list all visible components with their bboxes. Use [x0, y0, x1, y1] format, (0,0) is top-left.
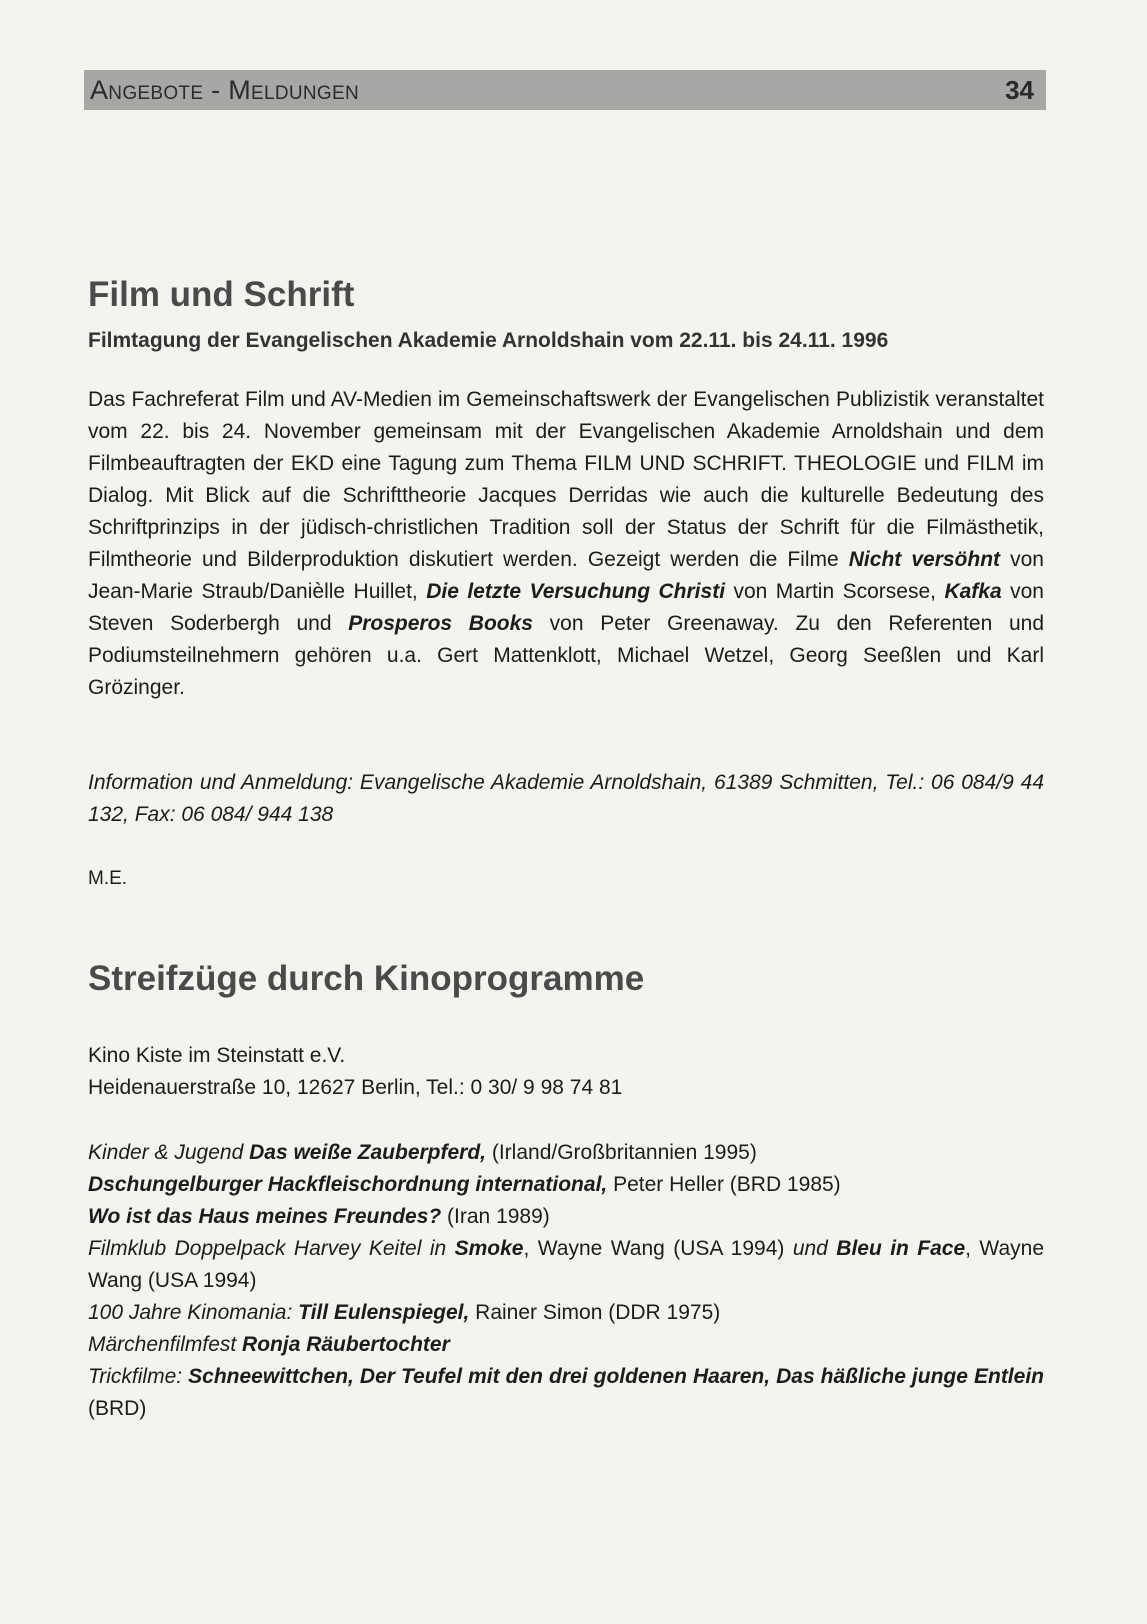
list-item: Märchenfilmfest Ronja Räubertochter [88, 1333, 450, 1356]
film-title: Kafka [944, 580, 1002, 603]
film-title: Nicht versöhnt [848, 548, 1001, 571]
article-paragraph [88, 384, 1044, 704]
text-span: von Jean-Marie Straub/Danièlle Huillet, [88, 548, 1044, 603]
article-streifzuege [88, 960, 1044, 999]
section-title: Angebote - Meldungen [90, 74, 359, 105]
list-item: Kinder & Jugend Das weiße Zauberpferd, (Irland/Großbritannien 1995) [88, 1141, 757, 1164]
venue-address: Heidenauerstraße 10, 12627 Berlin, Tel.: 0 30/ 9 98 74 81 [88, 1076, 623, 1099]
list-item: 100 Jahre Kinomania: Till Eulenspiegel, Rainer Simon (DDR 1975) [88, 1301, 721, 1324]
list-item: Trickfilme: Schneewittchen, Der Teufel mit den drei goldenen Haaren, Das häßliche junge Entlein (BRD) [88, 1365, 1044, 1420]
info-paragraph: Information und Anmeldung: Evangelische Akademie Arnoldshain, 61389 Schmitten, Tel.: 06 084/9 44 132, Fax: 06 084/ 944 138 [88, 771, 1044, 826]
article-subtitle: Filmtagung der Evangelischen Akademie Arnoldshain vom 22.11. bis 24.11. 1996 [88, 329, 889, 352]
article-film-und-schrift [88, 276, 1044, 315]
list-item: Dschungelburger Hackfleischordnung international, Peter Heller (BRD 1985) [88, 1173, 841, 1196]
article-title: Film und Schrift [88, 275, 355, 314]
film-title: Die letzte Versuchung Christi [426, 580, 726, 603]
list-item: Filmklub Doppelpack Harvey Keitel in Smoke, Wayne Wang (USA 1994) und Bleu in Face, Wayne Wang (USA 1994) [88, 1237, 1045, 1292]
text-span: Das Fachreferat Film und AV-Medien im Gemeinschaftswerk der Evangelischen Publizistik veranstaltet vom 22. bis 24. November gemeinsam mit der Evangelischen Akademie Arnoldshain und dem Filmbeauftragten der EKD eine Tagung zum Thema FILM UND SCHRIFT. THEOLOGIE und FILM im Dialog. Mit Blick auf die Schrifttheorie Jacques Derridas wie auch die kulturelle Bedeutung des Schriftprinzips in der jüdisch-christlichen Tradition soll der Status der Schrift für die Filmästhetik, Filmtheorie und Bilderproduktion diskutiert werden. Gezeigt werden die Filme [88, 388, 1044, 571]
program-list [88, 1137, 1044, 1425]
author-initials: M.E. [88, 868, 128, 889]
venue-name: Kino Kiste im Steinstatt e.V. [88, 1044, 346, 1067]
page-header [84, 70, 1046, 110]
text-span: von Steven Soderbergh und [88, 580, 1044, 635]
article-title: Streifzüge durch Kinoprogramme [88, 959, 645, 998]
text-span: von Martin Scorsese, [725, 580, 945, 603]
list-item: Wo ist das Haus meines Freundes? (Iran 1989) [88, 1205, 550, 1228]
film-title: Prosperos Books [348, 612, 533, 635]
text-span: von Peter Greenaway. Zu den Referenten und Podiumsteilnehmern gehören u.a. Gert Mattenklott, Michael Wetzel, Georg Seeßlen und Karl Grözinger. [88, 612, 1045, 699]
page-number: 34 [1005, 74, 1034, 105]
